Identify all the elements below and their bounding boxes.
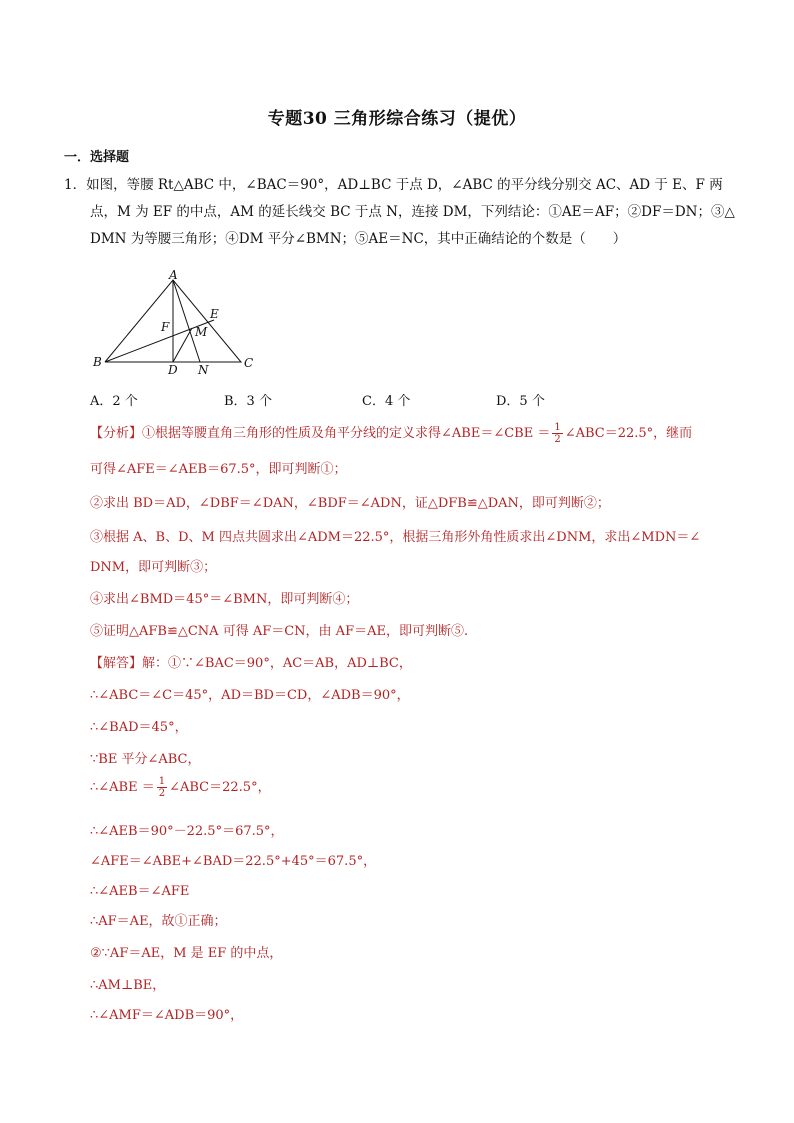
fraction: [552, 422, 562, 445]
solution-line: [90, 776, 271, 799]
solution-text: ∴∠ABE ＝: [90, 780, 155, 795]
analysis-line: 可得∠AFE＝∠AEB＝67.5°，即可判断①；: [90, 462, 347, 477]
solution-line: ②∵AF＝AE，M 是 EF 的中点，: [90, 946, 283, 961]
solution-line: ∴∠AMF＝∠ADB＝90°，: [90, 1008, 244, 1023]
label-f: F: [161, 320, 170, 334]
solution-line: ∠AFE＝∠ABE+∠BAD＝22.5°+45°＝67.5°，: [90, 854, 377, 869]
label-n: N: [198, 363, 209, 377]
label-e: E: [210, 307, 219, 321]
question-text: [64, 172, 734, 253]
solution-line: ∵BE 平分∠ABC，: [90, 752, 201, 767]
label-c: C: [244, 356, 254, 370]
fraction-denominator: 2: [158, 788, 166, 799]
analysis-line: ②求出 BD＝AD，∠DBF＝∠DAN，∠BDF＝∠ADN，证△DFB≌△DAN，即可判断②；: [90, 496, 610, 511]
solution-line: ∴∠ABC＝∠C＝45°，AD＝BD＝CD，∠ADB＝90°，: [90, 688, 410, 703]
solution-line: ∴AF＝AE，故①正确；: [90, 914, 227, 929]
triangle-figure: [88, 270, 268, 380]
solution-line: ∴∠AEB＝90°－22.5°＝67.5°，: [90, 824, 284, 839]
analysis-text: ∠ABC＝22.5°，继而: [564, 426, 693, 441]
label-a: A: [169, 270, 178, 282]
solution-text: ∠ABC＝22.5°，: [169, 780, 271, 795]
analysis-line: DNM，即可判断③；: [90, 560, 217, 575]
solution-line: ∴∠AEB＝∠AFE: [90, 884, 190, 899]
option-b[interactable]: B．3 个: [224, 394, 272, 409]
fraction-denominator: 2: [554, 434, 561, 445]
segment-an: [173, 280, 200, 362]
option-d[interactable]: D．5 个: [496, 394, 545, 409]
solution-line: 【解答】解：①∵∠BAC＝90°，AC＝AB，AD⊥BC，: [90, 656, 412, 671]
option-a[interactable]: A．2 个: [90, 394, 138, 409]
analysis-line: [90, 422, 692, 445]
solution-line: ∴AM⊥BE，: [90, 978, 166, 993]
section-heading: 一．选择题: [64, 150, 130, 165]
page-title: 专题30 三角形综合练习（提优）: [267, 109, 527, 129]
option-c[interactable]: C．4 个: [362, 394, 411, 409]
fraction: [157, 776, 167, 799]
fraction-numerator: 1: [554, 422, 561, 433]
analysis-line: ⑤证明△AFB≌△CNA 可得 AF＝CN，由 AF＝AE，即可判断⑤.: [90, 624, 469, 639]
question-line: DMN 为等腰三角形；④DM 平分∠BMN；⑤AE＝NC，其中正确结论的个数是（ ）: [90, 231, 627, 247]
solution-line: ∴∠BAD＝45°，: [90, 720, 188, 735]
analysis-line: ③根据 A、B、D、M 四点共圆求出∠ADM＝22.5°，根据三角形外角性质求出∠DNM，求出∠MDN＝∠: [90, 530, 701, 545]
fraction-numerator: 1: [158, 776, 166, 787]
label-b: B: [93, 355, 102, 369]
label-m: M: [195, 325, 208, 339]
label-d: D: [168, 363, 178, 377]
analysis-text: 【分析】①根据等腰直角三角形的性质及角平分线的定义求得∠ABE＝∠CBE ＝: [90, 426, 551, 441]
segment-dm: [173, 328, 192, 362]
question-line: 点，M 为 EF 的中点，AM 的延长线交 BC 于点 N，连接 DM，下列结论：①AE＝AF；②DF＝DN；③△: [90, 204, 735, 220]
question-line: 1．如图，等腰 Rt△ABC 中，∠BAC＝90°，AD⊥BC 于点 D，∠ABC 的平分线分别交 AC、AD 于 E、F 两: [64, 177, 723, 193]
analysis-line: ④求出∠BMD＝45°＝∠BMN，即可判断④；: [90, 592, 359, 607]
